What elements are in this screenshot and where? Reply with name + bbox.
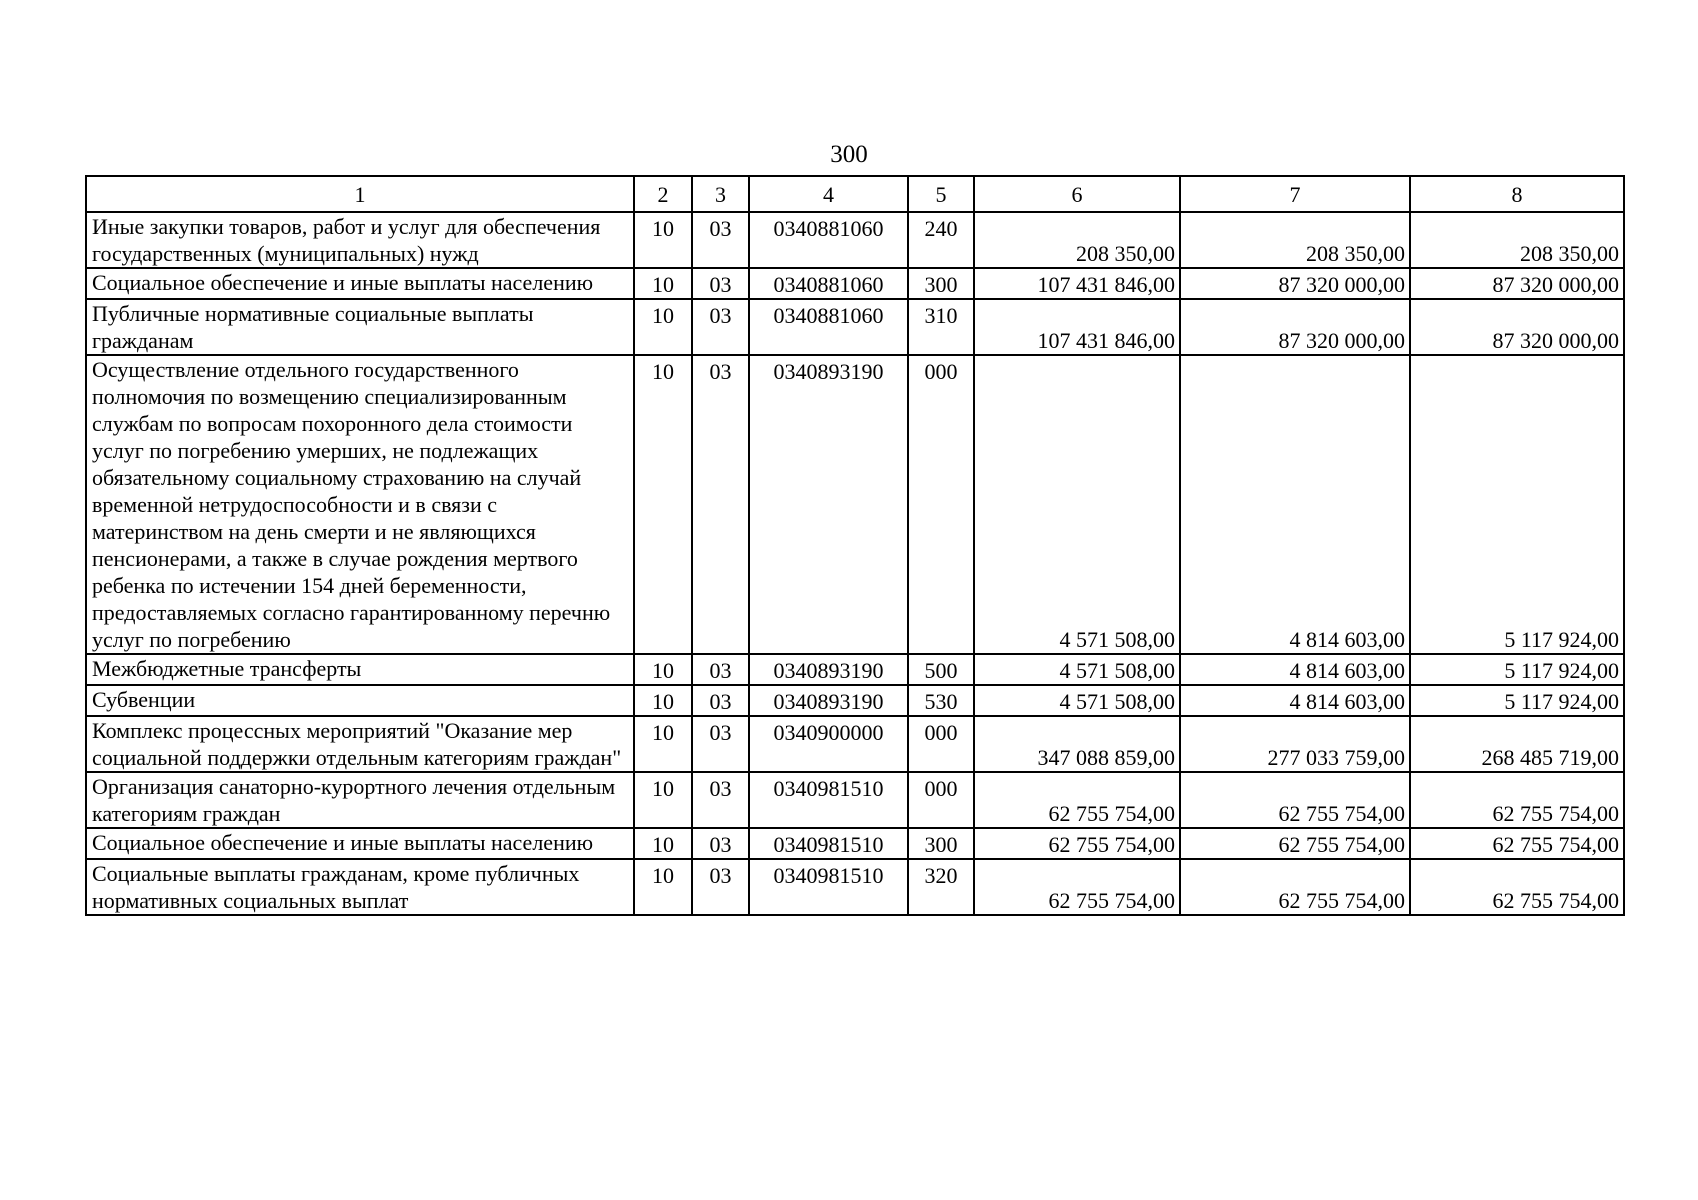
expense-type-cell: 500: [908, 654, 974, 685]
row-name-cell: Организация санаторно-курортного лечения отдельным категориям граждан: [86, 772, 634, 828]
table-row: [86, 268, 1624, 299]
subsection-code-cell: 03: [692, 716, 749, 772]
row-name-cell: Межбюджетные трансферты: [86, 654, 634, 685]
expense-type-cell: 000: [908, 355, 974, 654]
amount-cell: 62 755 754,00: [1410, 859, 1624, 915]
amount-cell: 347 088 859,00: [974, 716, 1180, 772]
section-code-cell: 10: [634, 268, 692, 299]
amount-cell: 4 814 603,00: [1180, 685, 1410, 716]
table-row: [86, 355, 1624, 654]
expense-type-cell: 000: [908, 772, 974, 828]
amount-cell: 208 350,00: [1180, 212, 1410, 268]
target-article-cell: 0340881060: [749, 299, 908, 355]
row-name-cell: Комплекс процессных мероприятий "Оказание мер социальной поддержки отдельным категориям граждан": [86, 716, 634, 772]
table-row: [86, 859, 1624, 915]
section-code-cell: 10: [634, 299, 692, 355]
section-code-cell: 10: [634, 828, 692, 859]
table-row: [86, 654, 1624, 685]
column-header: 8: [1410, 176, 1624, 212]
amount-cell: 62 755 754,00: [1180, 828, 1410, 859]
amount-cell: 62 755 754,00: [1180, 772, 1410, 828]
table-row: [86, 772, 1624, 828]
column-header: 3: [692, 176, 749, 212]
amount-cell: 4 571 508,00: [974, 685, 1180, 716]
expense-type-cell: 310: [908, 299, 974, 355]
row-name-cell: Иные закупки товаров, работ и услуг для обеспечения государственных (муниципальных) нужд: [86, 212, 634, 268]
amount-cell: 87 320 000,00: [1410, 299, 1624, 355]
amount-cell: 62 755 754,00: [1180, 859, 1410, 915]
budget-table: [85, 175, 1625, 916]
column-header: 6: [974, 176, 1180, 212]
target-article-cell: 0340881060: [749, 212, 908, 268]
table-row: [86, 716, 1624, 772]
table-row: [86, 828, 1624, 859]
amount-cell: 62 755 754,00: [974, 772, 1180, 828]
amount-cell: 107 431 846,00: [974, 268, 1180, 299]
amount-cell: 62 755 754,00: [974, 828, 1180, 859]
column-header: 2: [634, 176, 692, 212]
row-name-cell: Публичные нормативные социальные выплаты гражданам: [86, 299, 634, 355]
amount-cell: 4 571 508,00: [974, 654, 1180, 685]
amount-cell: 107 431 846,00: [974, 299, 1180, 355]
amount-cell: 277 033 759,00: [1180, 716, 1410, 772]
expense-type-cell: 000: [908, 716, 974, 772]
subsection-code-cell: 03: [692, 772, 749, 828]
table-row: [86, 685, 1624, 716]
column-number-row: [86, 176, 1624, 212]
expense-type-cell: 320: [908, 859, 974, 915]
page-number: 300: [830, 141, 868, 168]
target-article-cell: 0340881060: [749, 268, 908, 299]
column-header: 5: [908, 176, 974, 212]
expense-type-cell: 530: [908, 685, 974, 716]
column-header: 7: [1180, 176, 1410, 212]
table-row: [86, 299, 1624, 355]
amount-cell: 268 485 719,00: [1410, 716, 1624, 772]
row-name-cell: Социальное обеспечение и иные выплаты населению: [86, 268, 634, 299]
row-name-cell: Социальное обеспечение и иные выплаты населению: [86, 828, 634, 859]
row-name-cell: Социальные выплаты гражданам, кроме публичных нормативных социальных выплат: [86, 859, 634, 915]
target-article-cell: 0340900000: [749, 716, 908, 772]
subsection-code-cell: 03: [692, 828, 749, 859]
amount-cell: 87 320 000,00: [1180, 299, 1410, 355]
amount-cell: 208 350,00: [1410, 212, 1624, 268]
amount-cell: 87 320 000,00: [1410, 268, 1624, 299]
row-name-cell: Осуществление отдельного государственного полномочия по возмещению специализированным службам по вопросам похоронного дела стоимости услуг по погребению умерших, не подлежащих обязательному социальному страхованию на случай временной нетрудоспособности и в связи с материнством на день смерти и не являющихся пенсионерами, а также в случае рождения мертвого ребенка по истечении 154 дней беременности, предоставляемых согласно гарантированному перечню услуг по погребению: [86, 355, 634, 654]
section-code-cell: 10: [634, 355, 692, 654]
target-article-cell: 0340981510: [749, 772, 908, 828]
expense-type-cell: 300: [908, 828, 974, 859]
section-code-cell: 10: [634, 654, 692, 685]
subsection-code-cell: 03: [692, 654, 749, 685]
subsection-code-cell: 03: [692, 355, 749, 654]
amount-cell: 5 117 924,00: [1410, 654, 1624, 685]
amount-cell: 62 755 754,00: [974, 859, 1180, 915]
subsection-code-cell: 03: [692, 859, 749, 915]
section-code-cell: 10: [634, 772, 692, 828]
column-header: 4: [749, 176, 908, 212]
amount-cell: 208 350,00: [974, 212, 1180, 268]
subsection-code-cell: 03: [692, 685, 749, 716]
section-code-cell: 10: [634, 685, 692, 716]
subsection-code-cell: 03: [692, 212, 749, 268]
expense-type-cell: 240: [908, 212, 974, 268]
section-code-cell: 10: [634, 212, 692, 268]
section-code-cell: 10: [634, 859, 692, 915]
amount-cell: 87 320 000,00: [1180, 268, 1410, 299]
table-body: [86, 212, 1624, 915]
target-article-cell: 0340981510: [749, 859, 908, 915]
expense-type-cell: 300: [908, 268, 974, 299]
amount-cell: 62 755 754,00: [1410, 772, 1624, 828]
target-article-cell: 0340981510: [749, 828, 908, 859]
amount-cell: 5 117 924,00: [1410, 355, 1624, 654]
amount-cell: 62 755 754,00: [1410, 828, 1624, 859]
section-code-cell: 10: [634, 716, 692, 772]
amount-cell: 4 814 603,00: [1180, 654, 1410, 685]
target-article-cell: 0340893190: [749, 355, 908, 654]
row-name-cell: Субвенции: [86, 685, 634, 716]
amount-cell: 4 571 508,00: [974, 355, 1180, 654]
subsection-code-cell: 03: [692, 299, 749, 355]
target-article-cell: 0340893190: [749, 654, 908, 685]
target-article-cell: 0340893190: [749, 685, 908, 716]
column-header: 1: [86, 176, 634, 212]
amount-cell: 5 117 924,00: [1410, 685, 1624, 716]
subsection-code-cell: 03: [692, 268, 749, 299]
table-row: [86, 212, 1624, 268]
amount-cell: 4 814 603,00: [1180, 355, 1410, 654]
